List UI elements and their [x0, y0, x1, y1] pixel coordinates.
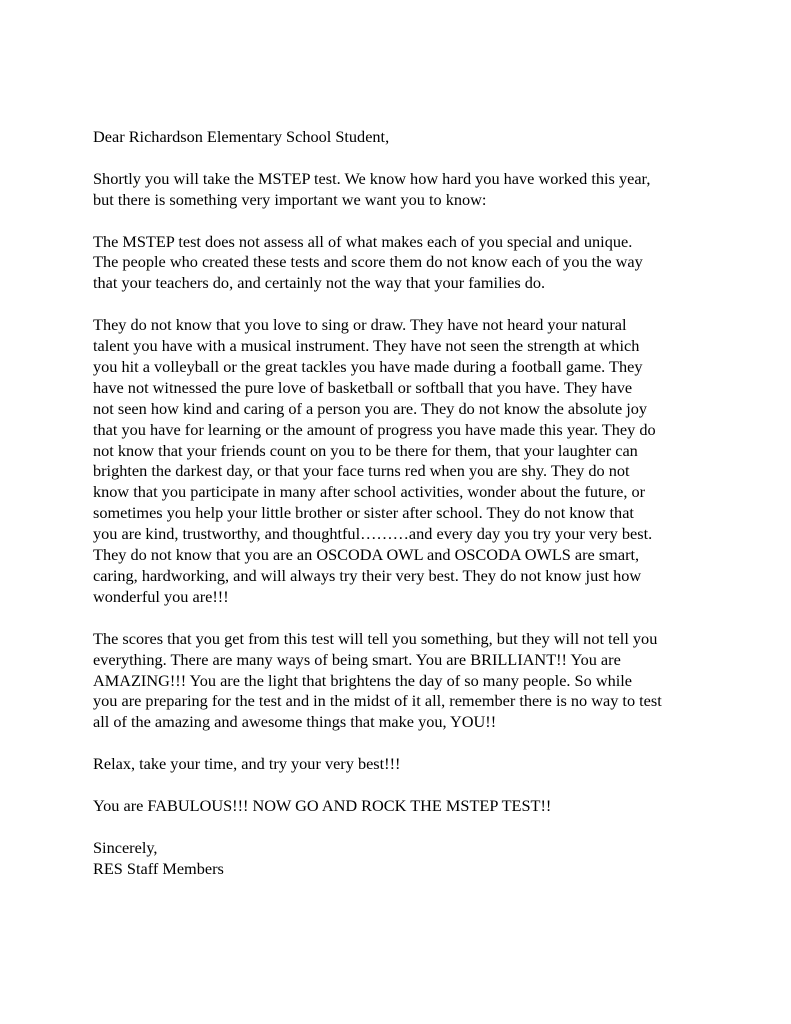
paragraph-2 [93, 232, 733, 295]
paragraph-5-text: Relax, take your time, and try your very best!!! [93, 754, 401, 774]
paragraph-5 [93, 754, 733, 775]
paragraph-4-line: AMAZING!!! You are the light that brightens the day of so many people. So while [93, 670, 632, 690]
paragraph-4-line: you are preparing for the test and in the midst of it all, remember there is no way to test [93, 691, 662, 711]
paragraph-6 [93, 796, 733, 817]
paragraph-1 [93, 169, 733, 211]
signature [93, 859, 733, 880]
salutation-text: Dear Richardson Elementary School Student, [93, 127, 390, 146]
paragraph-3-line: talent you have with a musical instrument. They have not seen the strength at which [93, 336, 640, 356]
paragraph-2-line: The people who created these tests and score them do not know each of you the way [93, 252, 643, 272]
paragraph-2-line: that your teachers do, and certainly not the way that your families do. [93, 273, 546, 293]
closing-text: Sincerely, [93, 837, 158, 857]
paragraph-3 [93, 315, 733, 608]
paragraph-3-line: you hit a volleyball or the great tackles you have made during a football game. They [93, 356, 643, 376]
paragraph-3-line: that you have for learning or the amount of progress you have made this year. They do [93, 419, 656, 439]
paragraph-3-line: not know that your friends count on you to be there for them, that your laughter can [93, 440, 638, 460]
paragraph-2-line: The MSTEP test does not assess all of what makes each of you special and unique. [93, 231, 633, 251]
closing [93, 838, 733, 859]
paragraph-3-line: know that you participate in many after school activities, wonder about the future, or [93, 482, 646, 502]
letter-body [93, 127, 733, 880]
paragraph-4-line: all of the amazing and awesome things that make you, YOU!! [93, 712, 497, 732]
paragraph-1-line: but there is something very important we want you to know: [93, 189, 487, 209]
paragraph-3-line: you are kind, trustworthy, and thoughtful………and every day you try your very best. [93, 524, 653, 544]
paragraph-3-line: sometimes you help your little brother or sister after school. They do not know that [93, 503, 634, 523]
paragraph-3-line: brighten the darkest day, or that your face turns red when you are shy. They do not [93, 461, 630, 481]
paragraph-3-line: They do not know that you are an OSCODA OWL and OSCODA OWLS are smart, [93, 545, 640, 565]
paragraph-3-line: caring, hardworking, and will always try their very best. They do not know just how [93, 565, 642, 585]
paragraph-3-line: They do not know that you love to sing or draw. They have not heard your natural [93, 315, 627, 335]
paragraph-4 [93, 629, 733, 734]
paragraph-4-line: everything. There are many ways of being smart. You are BRILLIANT!! You are [93, 649, 621, 669]
paragraph-6-text: You are FABULOUS!!! NOW GO AND ROCK THE MSTEP TEST!! [93, 795, 552, 815]
signature-text: RES Staff Members [93, 858, 224, 878]
paragraph-1-line: Shortly you will take the MSTEP test. We know how hard you have worked this year, [93, 168, 651, 188]
closing-block [93, 838, 733, 880]
salutation [93, 127, 733, 148]
paragraph-3-line: not seen how kind and caring of a person you are. They do not know the absolute joy [93, 398, 648, 418]
paragraph-4-line: The scores that you get from this test will tell you something, but they will not tell you [93, 628, 658, 648]
paragraph-3-line: wonderful you are!!! [93, 586, 229, 606]
paragraph-3-line: have not witnessed the pure love of basketball or softball that you have. They have [93, 377, 633, 397]
